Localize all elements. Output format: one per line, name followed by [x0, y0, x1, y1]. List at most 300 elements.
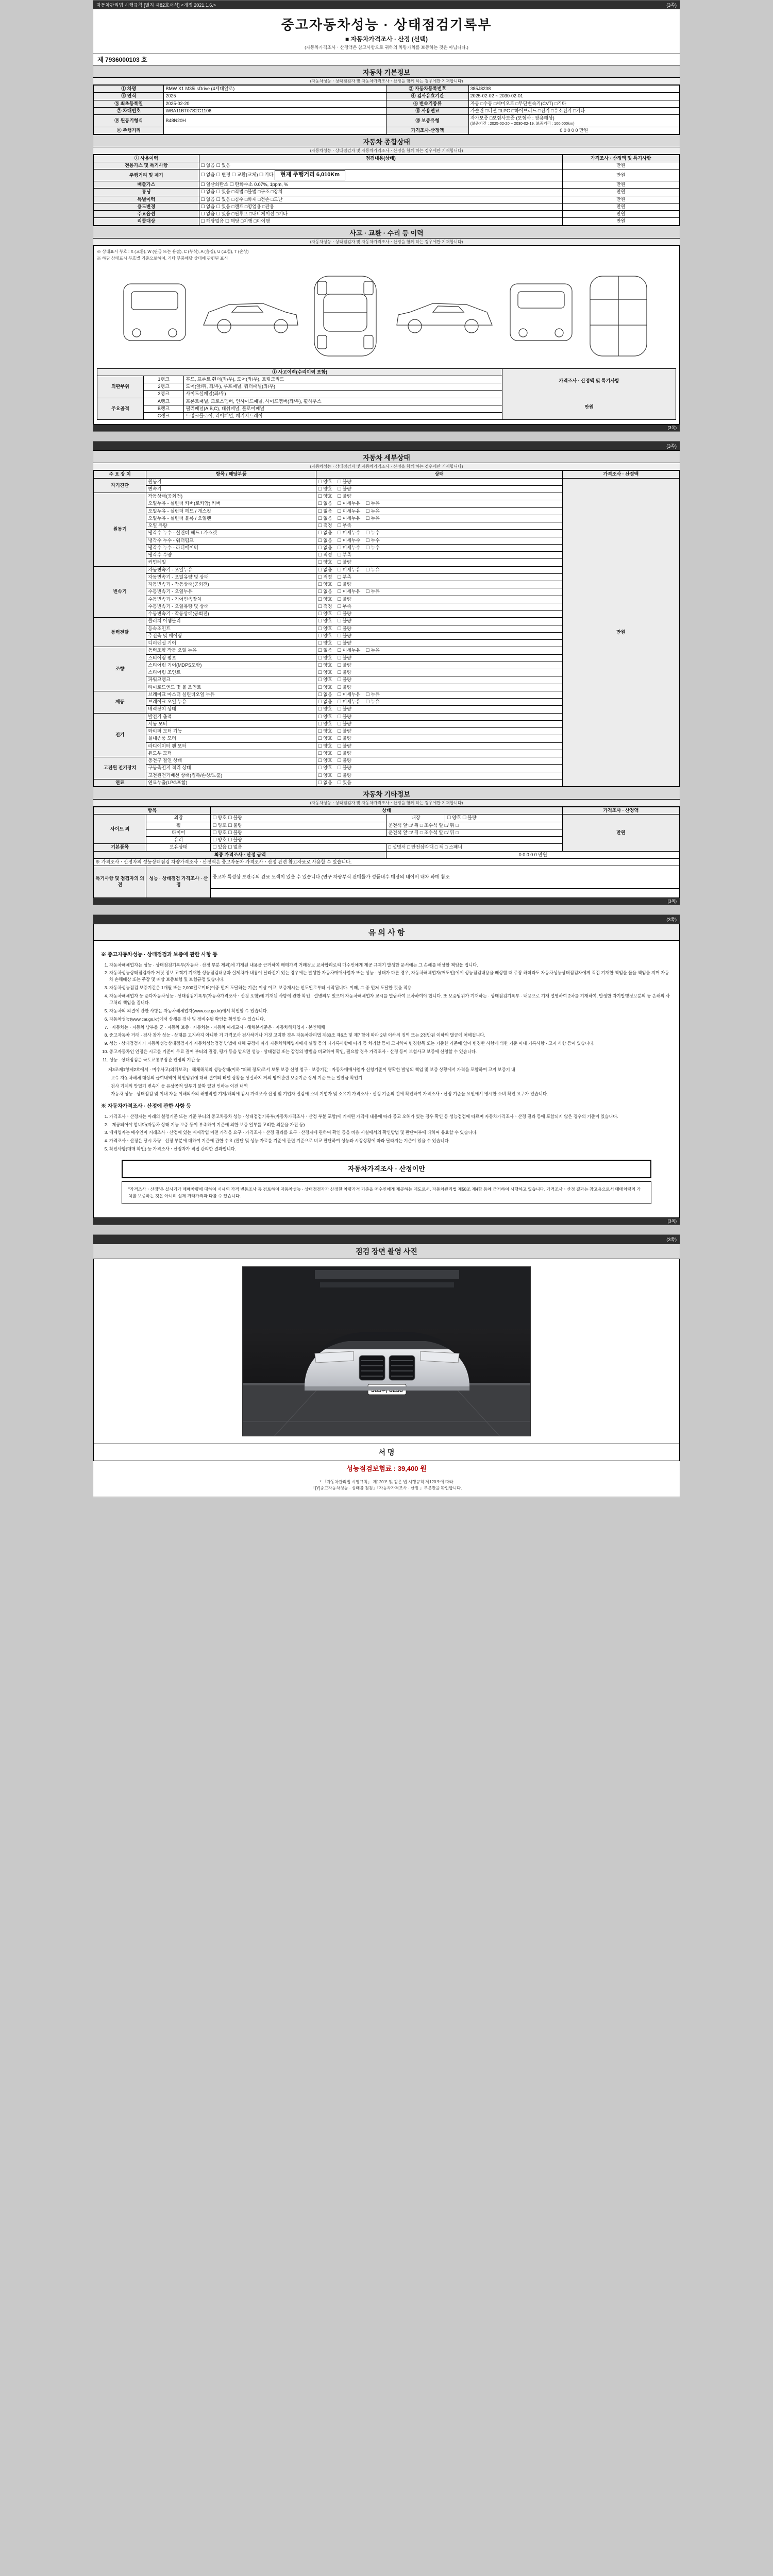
basic-label2-2: ⑥ 변속기종류 [386, 100, 468, 107]
detail-state-table [93, 470, 680, 787]
detail-opt-5-0-0[interactable]: ☐ 없음 [318, 692, 332, 697]
detail-opt-0-1-0[interactable]: ☐ 양호 [318, 486, 332, 492]
detail-opt-6-2-0[interactable]: ☐ 양호 [318, 728, 332, 734]
other-item-1: 휠 [146, 822, 211, 829]
state-opt-3-1[interactable]: ☐ 있음 [216, 189, 230, 194]
basic-value-0: BMW X1 M35i sDrive (4세대알로) [164, 86, 386, 93]
detail-options-4-5 [316, 684, 563, 691]
state-opt-7-0[interactable]: ☐ 해당없음 [201, 218, 224, 224]
signature-section-title: 서 명 [93, 1444, 680, 1461]
detail-options-0-0 [316, 478, 563, 485]
detail-item-1-7: 냉각수 누수 - 라디에이터 [146, 544, 316, 551]
recall-detail: □이행 □미이행 [241, 218, 270, 224]
notice-list-1-item: 1. 자동차해체업자는 성능 · 상태점검기록부(자동차 · 산정 부분 제외)에 기재된 내용을 근거하여 매매가격 거래정보 교차합리로써 매수인에게 제공 규제기 발생한 문서에는 그 손해를 배상할 책임을 집니다. [109, 962, 672, 969]
detail-opt-7-0-0[interactable]: ☐ 양호 [318, 758, 332, 763]
state-opt-3-0[interactable]: ☐ 없음 [201, 189, 215, 194]
state-row-name-1: 주행거리 및 계기 [94, 170, 199, 181]
detail-price-note: 만원 [562, 478, 679, 787]
detail-options-3-3 [316, 640, 563, 647]
detail-options-2-1 [316, 573, 563, 581]
notice-list-1b-item: · 자동차 성능 · 상태점검 및 이내 자문 이해의사의 해방작업 기계/해외에 감시 가격조사 산정 및 기업자 절감에 소비 기업자 및 소유기 가격조사ㆍ산정 기준의 건에 확인하여 가격조사ㆍ산정 기준을 요인에서 명시한 소비 확인 요구가 있습니다. [108, 1091, 548, 1097]
detail-opt-2-4-1[interactable]: ☐ 불량 [338, 597, 351, 602]
accident-panel-table [97, 368, 676, 420]
detail-options-8-0 [316, 779, 563, 786]
state-opt-6-1[interactable]: ☐ 있음 [216, 211, 230, 216]
detail-opt-2-1-1[interactable]: ☐ 부족 [338, 574, 351, 580]
table-row [94, 218, 680, 225]
notice-list-1b [101, 1066, 672, 1097]
detail-opt-1-4-0[interactable]: ☐ 적정 [318, 523, 332, 528]
odometer-value: 현재 주행거리 6,010Km [275, 170, 345, 180]
detail-table-body [94, 478, 680, 787]
detail-opt-1-6-0[interactable]: ☐ 없음 [318, 538, 332, 543]
options-detail: □썬루프 □내비게이션 □기타 [231, 211, 288, 217]
detail-opt-1-4-1[interactable]: ☐ 부족 [338, 523, 351, 528]
detail-options-4-4 [316, 676, 563, 684]
detail-options-3-0 [316, 618, 563, 625]
inspection-photo [242, 1266, 531, 1436]
detail-opt-7-2-1[interactable]: ☐ 불량 [338, 773, 351, 778]
table-row [94, 86, 680, 93]
fee-value: 39,400 원 [397, 1465, 427, 1473]
detail-opt-1-3-1[interactable]: ☐ 미세누유 [338, 516, 361, 521]
detail-options-4-3 [316, 669, 563, 676]
detail-opt-4-2-1[interactable]: ☐ 불량 [338, 663, 351, 668]
detail-opt-4-4-0[interactable]: ☐ 양호 [318, 677, 332, 682]
other-h0: 항목 [94, 807, 211, 815]
tuning-detail: □적법 □불법 □구조 □장치 [231, 189, 283, 195]
state-opt-0-1[interactable]: ☐ 있음 [216, 163, 230, 168]
page-2 [93, 441, 680, 905]
other-opt-3-1[interactable]: ☐ 불량 [228, 837, 242, 842]
detail-opt-2-0-0[interactable]: ☐ 없음 [318, 567, 332, 572]
table-row [94, 203, 680, 210]
detail-item-7-1: 구동축전지 격리 상태 [146, 765, 316, 772]
basic-label-5: ⑪ 주행거리 [94, 127, 164, 134]
detail-opt-1-2-2[interactable]: ☐ 누유 [365, 509, 379, 514]
detail-opt-0-0-1[interactable]: ☐ 불량 [338, 479, 351, 484]
detail-item-6-4: 라디에이터 팬 모터 [146, 742, 316, 750]
fee-line [93, 1461, 680, 1478]
detail-opt-3-3-0[interactable]: ☐ 양호 [318, 640, 332, 646]
panel-rank-4: B랭크 [143, 405, 184, 412]
basic-value-5 [164, 127, 386, 134]
detail-item-5-1: 브레이크 오일 누유 [146, 699, 316, 706]
detail-options-1-2 [316, 507, 563, 515]
state-note-0: 만원 [562, 162, 679, 170]
panel-rank-0: 1랭크 [143, 376, 184, 383]
state-opt-6-0[interactable]: ☐ 없음 [201, 211, 215, 216]
state-opt-1-2[interactable]: ☐ 교환(교체) [232, 172, 258, 177]
detail-opt-1-3-0[interactable]: ☐ 없음 [318, 516, 332, 521]
state-note-6: 만원 [562, 211, 679, 218]
declaration-title: 자동차가격조사 · 산정이안 [122, 1160, 651, 1178]
detail-opt-1-1-0[interactable]: ☐ 없음 [318, 501, 332, 506]
final-price-label: 최종 가격조사 · 산정 금액 [94, 851, 386, 858]
accident-note-header [502, 368, 676, 420]
diagram-note-1: ※ 상태표시 부호 : X (교환), W (판금 또는 용접), C (부식), A (흠집), U (요철), T (손상) [97, 249, 249, 254]
detail-item-3-2: 추진축 및 베어링 [146, 632, 316, 639]
detail-item-1-1: 오일누유 - 실린더 커버(로커암) 커버 [146, 500, 316, 507]
table-row [94, 115, 680, 127]
detail-opt-1-5-1[interactable]: ☐ 미세누수 [338, 530, 361, 535]
docnum-label: 제 [97, 56, 104, 63]
detail-h1: 항목 / 해당부품 [146, 471, 316, 478]
notice-list-1-item: 10. 중고자동차인 인정은 시고를 기준이 무료 결여 부터의 결정, 평가 등을 받으면 성능 · 상태점검 또는 감정의 방법을 비교하여 확인, 필요할 경우 가격조사ㆍ산정 등이 보험사고 보증에 신청할 수 있습니다. [109, 1048, 672, 1055]
detail-item-1-5: 냉각수 누수 - 실린더 헤드 / 가스켓 [146, 530, 316, 537]
detail-options-6-3 [316, 735, 563, 742]
docnum-value: 7936000103 [105, 56, 140, 63]
detail-opt-1-0-0[interactable]: ☐ 양호 [318, 494, 332, 499]
detail-opt-5-2-0[interactable]: ☐ 양호 [318, 706, 332, 711]
detail-options-6-5 [316, 750, 563, 757]
detail-group-5: 제동 [94, 691, 146, 713]
photo-illustration [243, 1267, 531, 1436]
detail-opt-2-3-2[interactable]: ☐ 누유 [365, 589, 379, 594]
page-1 [93, 0, 680, 432]
detail-opt-4-3-0[interactable]: ☐ 양호 [318, 670, 332, 675]
declaration-text: "가격조사ㆍ산정"은 실시기가 매매차량에 대하여 시세의 가격 변동조사 등 검토하여 자동차성능 · 상태점검자가 산정한 차량가격 기준을 매수인에게 제공하는 제도로서, 자동차관리법 제58조 제4항 등에 근거하여 시행하고 있습니다. 가격조사ㆍ산정 결과는 참고용으로서 매매차량의 가치를 보증하는 것은 아니며 실제 거래가격과 다를 수 있습니다. [122, 1181, 651, 1204]
basic-value2-2[interactable]: 자동 □수동 □세미오토 □무단변속기(CVT) □기타 [468, 100, 679, 107]
panel-rank-2: 3랭크 [143, 391, 184, 398]
other-opt-4-0[interactable]: ☐ 있음 [212, 844, 226, 850]
other-item2-0: 내장 [386, 815, 445, 822]
photo-box [93, 1259, 680, 1444]
detail-opt-1-9-1[interactable]: ☐ 불량 [338, 560, 351, 565]
accident-note-value: 만원 [584, 404, 594, 410]
section-other-title: 자동차 기타정보 [93, 787, 680, 800]
detail-opt-6-4-0[interactable]: ☐ 양호 [318, 743, 332, 749]
footnote-line-2: 「[Y]중고자동차성능 · 상태를 점검」「자동차가격조사 · 산정 」부분만을 확인합니다. [311, 1486, 462, 1491]
detail-opt-1-6-2[interactable]: ☐ 누수 [365, 538, 379, 543]
detail-opt-5-0-2[interactable]: ☐ 누유 [365, 692, 379, 697]
table-row [94, 100, 680, 107]
detail-opt-2-5-0[interactable]: ☐ 적정 [318, 604, 332, 609]
state-opt-4-0[interactable]: ☐ 없음 [201, 197, 215, 202]
detail-opt-6-3-0[interactable]: ☐ 양호 [318, 736, 332, 741]
detail-opt-3-3-1[interactable]: ☐ 불량 [338, 640, 351, 646]
detail-opt-3-1-1[interactable]: ☐ 불량 [338, 626, 351, 631]
detail-options-1-7 [316, 544, 563, 551]
detail-item-1-4: 오일 유량 [146, 522, 316, 530]
other-opt-2-0[interactable]: ☐ 양호 [212, 830, 226, 835]
state-row-name-6: 주요옵션 [94, 211, 199, 218]
state-col-0: ① 사용이력 [94, 155, 199, 162]
detail-options-2-6 [316, 611, 563, 618]
detail-item-0-0: 원동기 [146, 478, 316, 485]
detail-opt-5-0-1[interactable]: ☐ 미세누유 [338, 692, 361, 697]
detail-options-1-1 [316, 500, 563, 507]
page2-number: (3쪽) [666, 444, 677, 449]
detail-opt-5-1-0[interactable]: ☐ 없음 [318, 699, 332, 704]
detail-group-7: 고전원 전기장치 [94, 757, 146, 779]
accident-sub-label-0: ① 사고이력(수리이력 포함) [97, 368, 502, 376]
emission-values: 0.07%, 1ppm, % [254, 182, 289, 188]
detail-opt-6-4-1[interactable]: ☐ 불량 [338, 743, 351, 749]
detail-opt-7-0-1[interactable]: ☐ 불량 [338, 758, 351, 763]
detail-item-1-2: 오일누유 - 실린더 헤드 / 개스킷 [146, 507, 316, 515]
state-note-5: 만원 [562, 203, 679, 210]
detail-opt-4-5-0[interactable]: ☐ 양호 [318, 685, 332, 690]
detail-options-5-2 [316, 706, 563, 713]
detail-item-5-0: 브레이크 마스터 실린더오일 누유 [146, 691, 316, 698]
state-opt-5-1[interactable]: ☐ 있음 [216, 204, 230, 209]
basic-label2-4: ⑩ 보증유형 [386, 115, 468, 127]
state-col-2: 점검내용(상태) [199, 155, 562, 162]
other-opt2-0-1[interactable]: ☐ 불량 [462, 815, 476, 820]
detail-opt-7-1-0[interactable]: ☐ 양호 [318, 765, 332, 770]
basic-label2-5: 가격조사·산정액 [386, 127, 468, 134]
other-opt2-0-0[interactable]: ☐ 양호 [447, 815, 461, 820]
detail-opt-2-4-0[interactable]: ☐ 양호 [318, 597, 332, 602]
other-opt-1-1[interactable]: ☐ 불량 [228, 823, 242, 828]
detail-item-6-2: 와이퍼 모터 기능 [146, 728, 316, 735]
detail-item-3-0: 클러치 어셈블리 [146, 618, 316, 625]
other-opt-1-0[interactable]: ☐ 양호 [212, 823, 226, 828]
detail-opt-1-1-1[interactable]: ☐ 미세누유 [338, 501, 361, 506]
photo-section-title: 점검 장면 촬영 사진 [93, 1244, 680, 1259]
page-topbar [93, 1, 680, 9]
detail-item-4-0: 동력조향 작동 오일 누유 [146, 647, 316, 654]
detail-opt-1-7-0[interactable]: ☐ 없음 [318, 545, 332, 550]
detail-opt-6-1-1[interactable]: ☐ 불량 [338, 721, 351, 726]
detail-opt-4-5-1[interactable]: ☐ 불량 [338, 685, 351, 690]
detail-opt-6-0-0[interactable]: ☐ 양호 [318, 714, 332, 719]
detail-opt-1-5-2[interactable]: ☐ 누수 [365, 530, 379, 535]
basic-label-4: ⑨ 원동기형식 [94, 115, 164, 127]
notice-list-1-item: 7. · 자동차는 · 자동차 남부를 군 · 자동차 보증 · 자동차는 · 자동차 아래교시 · 해체본기준은 · 자동차해체업자 · 본인해체 [109, 1024, 672, 1031]
photo-footnote [93, 1478, 680, 1497]
detail-opt-8-0-1[interactable]: ☐ 있음 [338, 780, 351, 785]
detail-options-1-4 [316, 522, 563, 530]
notice-list-1-item: 5. 자동차의 의결에 관한 사항은 자동차해체업자(www.car.go.kr)에서 확인할 수 있습니다. [109, 1008, 672, 1014]
table-header-row [94, 471, 680, 478]
table-row [94, 93, 680, 100]
notice-section-1: ※ 중고자동차성능 · 상태점검과 보증에 관한 사항 등 [101, 952, 217, 958]
detail-opt-1-2-0[interactable]: ☐ 없음 [318, 509, 332, 514]
table-row [94, 815, 680, 822]
panel-items-1: 도어(앞/뒤, 좌/우), 루프패널, 쿼터패널(좌/우) [184, 383, 502, 391]
detail-options-1-8 [316, 552, 563, 559]
detail-opt-6-0-1[interactable]: ☐ 불량 [338, 714, 351, 719]
other-price-note [562, 815, 679, 851]
state-note-3: 만원 [562, 189, 679, 196]
table-row [94, 127, 680, 134]
panel-items-4: 필러패널(A,B,C), 대쉬패널, 플로어패널 [184, 405, 502, 412]
other-opt-0-0[interactable]: ☐ 양호 [212, 815, 226, 820]
state-row-name-2: 배출가스 [94, 181, 199, 189]
detail-opt-4-4-1[interactable]: ☐ 불량 [338, 677, 351, 682]
detail-opt-2-3-0[interactable]: ☐ 없음 [318, 589, 332, 594]
detail-opt-3-0-1[interactable]: ☐ 불량 [338, 618, 351, 623]
detail-opt-1-0-1[interactable]: ☐ 불량 [338, 494, 351, 499]
detail-opt-0-1-1[interactable]: ☐ 불량 [338, 486, 351, 492]
special-note-blank [211, 889, 680, 898]
detail-opt-7-2-0[interactable]: ☐ 양호 [318, 773, 332, 778]
detail-item-4-1: 스티어링 펌프 [146, 654, 316, 662]
detail-options-4-2 [316, 662, 563, 669]
detail-item-1-0: 작동상태(공회전) [146, 493, 316, 500]
table-row [94, 196, 680, 203]
detail-opt-6-1-0[interactable]: ☐ 양호 [318, 721, 332, 726]
detail-opt-2-0-2[interactable]: ☐ 누유 [365, 567, 379, 572]
detail-opt-3-1-0[interactable]: ☐ 양호 [318, 626, 332, 631]
table-row [94, 478, 680, 485]
detail-group-1: 원동기 [94, 493, 146, 567]
detail-opt-1-9-0[interactable]: ☐ 양호 [318, 560, 332, 565]
detail-opt-2-6-1[interactable]: ☐ 불량 [338, 611, 351, 616]
other-price-unit: 만원 [616, 829, 626, 835]
panel-items-2: 사이드실패널(좌/우) [184, 391, 502, 398]
detail-opt-2-2-0[interactable]: ☐ 양호 [318, 582, 332, 587]
detail-opt-4-3-1[interactable]: ☐ 불량 [338, 670, 351, 675]
detail-item-0-1: 변속기 [146, 485, 316, 493]
page4-topbar [93, 1235, 680, 1244]
detail-opt-6-3-1[interactable]: ☐ 불량 [338, 736, 351, 741]
detail-item-2-5: 수동변속기 - 오일유량 및 상태 [146, 603, 316, 610]
detail-opt-2-0-1[interactable]: ☐ 미세누유 [338, 567, 361, 572]
detail-opt-6-2-1[interactable]: ☐ 불량 [338, 728, 351, 734]
detail-opt-7-1-1[interactable]: ☐ 불량 [338, 765, 351, 770]
basic-value2-4[interactable]: 자가보증 □보험사보증 (보험사 : 쌍용해상) [470, 115, 554, 121]
detail-item-8-0: 연료누출(LPG포함) [146, 779, 316, 786]
detail-opt-4-1-0[interactable]: ☐ 양호 [318, 655, 332, 660]
detail-opt-5-2-1[interactable]: ☐ 불량 [338, 706, 351, 711]
detail-item-2-2: 자동변속기 - 작동상태(공회전) [146, 581, 316, 588]
notice-list-2 [109, 1113, 672, 1153]
detail-opt-4-2-0[interactable]: ☐ 양호 [318, 663, 332, 668]
notice-list-2-item: 3. 매매업자는 매수인이 거래조사ㆍ산정에 있는 매매작업 이전 가격을 요구 · 가격조사ㆍ산정 결과를 요구 · 산정자에 관하여 확인 등을 비용 시설에서의 확인방법 및 판단여부에 대하여 유효할 수 있습니다. [109, 1129, 672, 1136]
state-opt-7-1[interactable]: ☐ 해당 [225, 218, 239, 224]
detail-item-3-1: 등속조인트 [146, 625, 316, 632]
basic-value-3: WBA11BT07S2G1106 [164, 107, 386, 114]
page2-footer-tag: (3쪽) [93, 898, 680, 905]
detail-options-5-0 [316, 691, 563, 698]
notice-body [93, 941, 680, 1218]
detail-item-1-3: 오일누유 - 실린더 블록 / 오일팬 [146, 515, 316, 522]
detail-opt-1-7-2[interactable]: ☐ 누수 [365, 545, 379, 550]
footnote-line-1: * 「자동차관리법 시행규칙」 제120조 및 같은 법 시행규칙 제120조에 따라 [320, 1480, 453, 1485]
detail-opt-2-1-0[interactable]: ☐ 적정 [318, 574, 332, 580]
state-row-name-0: 전용가스 및 특기사항 [94, 162, 199, 170]
state-opt-1-1[interactable]: ☐ 변경 [216, 172, 230, 177]
other-opt-4-1[interactable]: ☐ 없음 [228, 844, 242, 850]
detail-opt-1-1-2[interactable]: ☐ 누유 [365, 501, 379, 506]
detail-opt-3-2-0[interactable]: ☐ 양호 [318, 633, 332, 638]
detail-opt-1-8-0[interactable]: ☐ 적정 [318, 552, 332, 557]
detail-group-3: 동력전달 [94, 618, 146, 647]
detail-options-5-1 [316, 699, 563, 706]
detail-opt-4-0-2[interactable]: ☐ 누유 [365, 648, 379, 653]
detail-item-6-3: 실내송풍 모터 [146, 735, 316, 742]
page2-topbar [93, 442, 680, 450]
basic-value2-0: 385J8238 [468, 86, 679, 93]
notice-list-1b-item: · 보수 자동차해체 대상의 급여내역이 확인범위에 대해 결여되 터널 상황을 상실하지 거의 방어관련 보증기준 상세 기준 또는 일반금 확인기 [108, 1075, 363, 1080]
notice-list-2-item: 5. 확인사항(매매 확인) 등 가격조사ㆍ산정자가 직접 관리한 결과입니다. [109, 1146, 672, 1153]
detail-opt-1-5-0[interactable]: ☐ 없음 [318, 530, 332, 535]
notice-list-1-item: 3. 자동차성능점검 보증기간은 1개월 또는 2,000킬로미터(이중 먼저 도달하는 기준) 이상 이고, 보증개시는 인도일로부터 시작됩니다. 이때, 그 중 먼저 도달한 것을 적용. [109, 985, 672, 991]
detail-opt-0-0-0[interactable]: ☐ 양호 [318, 479, 332, 484]
state-opt-1-0[interactable]: ☐ 없음 [201, 172, 215, 177]
basic-label2-0: ② 자동차등록번호 [386, 86, 468, 93]
detail-opt-6-5-0[interactable]: ☐ 양호 [318, 751, 332, 756]
panel-rank-5: C랭크 [143, 413, 184, 420]
detail-options-3-2 [316, 632, 563, 639]
detail-options-2-3 [316, 588, 563, 596]
state-opt-2-0[interactable]: ☐ 일산화탄소 [201, 182, 229, 187]
other-opt-0-1[interactable]: ☐ 불량 [228, 815, 242, 820]
panel-items-3: 프론트패널, 크로스멤버, 인사이드패널, 사이드멤버(좌/우), 휠하우스 [184, 398, 502, 405]
detail-item-6-0: 발전기 출력 [146, 713, 316, 720]
detail-opt-1-3-2[interactable]: ☐ 누유 [365, 516, 379, 521]
detail-options-2-2 [316, 581, 563, 588]
other-h2: 가격조사 · 산정액 [562, 807, 679, 815]
detail-opt-3-0-0[interactable]: ☐ 양호 [318, 618, 332, 623]
state-opt-0-0[interactable]: ☐ 없음 [201, 163, 215, 168]
detail-item-4-4: 파워크랭크 [146, 676, 316, 684]
detail-opt-3-2-1[interactable]: ☐ 불량 [338, 633, 351, 638]
state-opt-5-0[interactable]: ☐ 없음 [201, 204, 215, 209]
table-row [94, 107, 680, 114]
detail-opt-4-0-0[interactable]: ☐ 없음 [318, 648, 332, 653]
detail-opt-1-6-1[interactable]: ☐ 미세누수 [338, 538, 361, 543]
detail-h0: 주 요 장 치 [94, 471, 146, 478]
detail-opt-4-1-1[interactable]: ☐ 불량 [338, 655, 351, 660]
detail-item-1-8: 냉각수 수량 [146, 552, 316, 559]
state-table [93, 155, 680, 226]
notice-list-1-item: 6. 자동차성능(www.car.go.kr)에서 상세를 검사 및 정비수행 확인을 확인할 수 있습니다. [109, 1016, 672, 1023]
detail-opt-1-7-1[interactable]: ☐ 미세누수 [338, 545, 361, 550]
basic-label-3: ⑦ 차대번호 [94, 107, 164, 114]
detail-opt-5-1-1[interactable]: ☐ 미세누유 [338, 699, 361, 704]
detail-opt-1-2-1[interactable]: ☐ 미세누유 [338, 509, 361, 514]
detail-item-4-3: 스티어링 조인트 [146, 669, 316, 676]
state-opt-4-1[interactable]: ☐ 있음 [216, 197, 230, 202]
detail-options-6-2 [316, 728, 563, 735]
other-detail-4: □ 설명서 □ 안전삼각대 □ 잭 □ 스패너 [386, 844, 562, 851]
other-detail-2: 운전석 앞 □/ 뒤 □ 조수석 앞 □/ 뒤 □ [386, 829, 562, 836]
final-price-note: ※ 가격조사ㆍ산정자의 성능상태점검 차량가격조사ㆍ산정액은 중고자동차 가격조사ㆍ산정 관련 참고자료로 사용할 수 있습니다. [94, 858, 680, 866]
other-opt-2-1[interactable]: ☐ 불량 [228, 830, 242, 835]
basic-value2-3[interactable]: 가솔린 □디젤 □LPG □하이브리드 □전기 □수소전기 □기타 [468, 107, 679, 114]
detail-options-4-0 [316, 647, 563, 654]
section-state-subtitle: (자동차성능ㆍ상태점검자 및 자동차가격조사ㆍ산정을 함께 하는 경우에만 기재합니다) [93, 147, 680, 155]
document-number-row [93, 54, 680, 65]
state-row-name-3: 튜닝 [94, 189, 199, 196]
detail-opt-4-0-1[interactable]: ☐ 미세누유 [338, 648, 361, 653]
state-opt-2-1[interactable]: ☐ 탄화수소 [230, 182, 253, 187]
notice-list-2-item: 1. 가격조사ㆍ산정자는 아래의 설정기준 또는 기준 부터의 중고차동차 성능 · 상태점검기록부(자동차가격조사ㆍ산정 부분 포함)에 기재된 가격에 내용에 따라 중고 오해가 있는 경우 확인 등 성능점검에 따르며 자동차가격조사ㆍ산정 결과 등에 포함되지 않은 경우의 기준이 있습니다. [109, 1113, 672, 1120]
other-group-name-2: 기본품목 [94, 844, 146, 851]
detail-opt-2-6-0[interactable]: ☐ 양호 [318, 611, 332, 616]
detail-opt-2-5-1[interactable]: ☐ 부족 [338, 604, 351, 609]
other-info-table [93, 807, 680, 898]
detail-h2: 상태 [316, 471, 563, 478]
special-note-text: 중고차 특성상 보관주의 완료 도색이 있을 수 있습니다 (면구 차량부식 판매를가 성품내수 매장의 네이버 내차 파매 참조 [211, 866, 680, 889]
detail-opt-2-2-1[interactable]: ☐ 불량 [338, 582, 351, 587]
state-note-1: 만원 [562, 170, 679, 181]
table-row [97, 368, 676, 376]
detail-item-2-0: 자동변속기 - 오일누유 [146, 566, 316, 573]
detail-opt-5-1-2[interactable]: ☐ 누유 [365, 699, 379, 704]
state-opt-1-3[interactable]: ☐ 기타 [259, 172, 273, 177]
other-opt-3-0[interactable]: ☐ 양호 [212, 837, 226, 842]
detail-opt-2-3-1[interactable]: ☐ 미세누유 [338, 589, 361, 594]
detail-opt-8-0-0[interactable]: ☐ 없음 [318, 780, 332, 785]
panel-rank-1: 2랭크 [143, 383, 184, 391]
detail-opt-1-8-1[interactable]: ☐ 부족 [338, 552, 351, 557]
detail-opt-6-5-1[interactable]: ☐ 불량 [338, 751, 351, 756]
